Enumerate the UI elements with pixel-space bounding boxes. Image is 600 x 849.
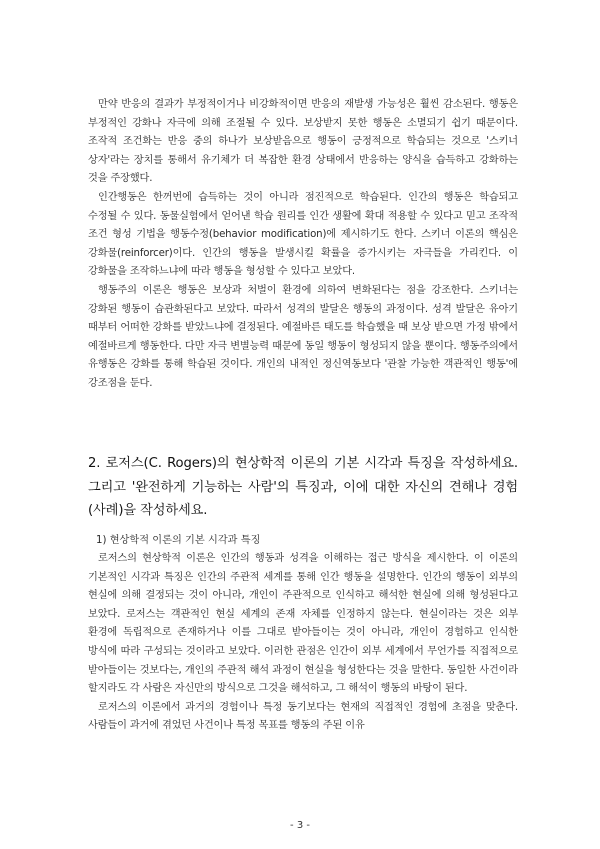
section-2-body <box>88 550 518 736</box>
paragraph: 만약 반응의 결과가 부정적이거나 비강화적이면 반응의 재발생 가능성은 훨씬 감소된다. 행동은 부정적인 강화나 자극에 의해 조절될 수 있다. 보상받지 못한 행동은 소멸되기 쉽기 때문이다. 조작적 조건화는 반응 중의 하나가 보상받음으로 행동이 긍정적으로 학습되는 것으로 '스키너 상자'라는 장치를 통해서 유기체가 더 복잡한 환경 상태에서 반응하는 양식을 습득하고 강화하는 것을 주장했다. <box>88 99 518 185</box>
paragraph: 로저스의 이론에서 과거의 경험이나 특정 동기보다는 현재의 직접적인 경험에 초점을 맞춘다. 사람들이 과거에 겪었던 사건이나 특정 목표를 행동의 주된 이유 <box>88 701 518 732</box>
paragraph: 행동주의 이론은 행동은 보상과 처벌이 환경에 의하여 변화된다는 점을 강조한다. 스키너는 강화된 행동이 습관화된다고 보았다. 따라서 성격의 발달은 행동의 과정이다. 성격 발달은 유아기 때부터 어떠한 강화를 받았느냐에 결정된다. 예절바른 태도를 학습했을 때 보상 받으면 가정 밖에서 예절바르게 행동한다. 다만 자극 변별능력 때문에 동일 행동이 형성되지 않을 뿐이다. 행동주의에서 유행동은 강화를 통해 학습된 것이다. 개인의 내적인 정신역동보다 '관찰 가능한 객관적인 행동'에 강조점을 둔다. <box>88 284 518 389</box>
section-2-heading: 2. 로저스(C. Rogers)의 현상학적 이론의 기본 시각과 특징을 작성하세요. 그리고 '완전하게 기능하는 사람'의 특징과, 이에 대한 자신의 견해나 경험(사례)을 작성하세요. <box>88 456 518 518</box>
paragraph: 인간행동은 한꺼번에 습득하는 것이 아니라 점진적으로 학습된다. 인간의 행동은 학습되고 수정될 수 있다. 동물실험에서 얻어낸 학습 원리를 인간 생활에 확대 적용할 수 있다고 믿고 조작적 조건 형성 기법을 행동수정(behavior modification)에 제시하기도 한다. 스키너 이론의 핵심은 강화물(reinforcer)이다. 인간의 행동을 발생시킬 확률을 증가시키는 자극들을 가리킨다. 이 강화물을 조작하느냐에 따라 행동을 형성할 수 있다고 보았다. <box>88 191 518 278</box>
section-1-body <box>88 96 518 394</box>
section-2-subheading: 1) 현상학적 이론의 기본 시각과 특징 <box>96 535 261 546</box>
page-number: - 3 - <box>290 820 310 831</box>
paragraph: 로저스의 현상학적 이론은 인간의 행동과 성격을 이해하는 접근 방식을 제시한다. 이 이론의 기본적인 시각과 특징은 인간의 주관적 세계를 통해 인간 행동을 설명한다. 인간의 행동이 외부의 현실에 의해 결정되는 것이 아니라, 개인이 주관적으로 인식하고 해석한 현실에 의해 형성된다고 보았다. 로저스는 객관적인 현실 세계의 존재 자체를 인정하지 않는다. 현실이라는 것은 외부 환경에 독립적으로 존재하거나 이를 그대로 받아들이는 것이 아니라, 개인이 경험하고 인식한 방식에 따라 구성되는 것이라고 보았다. 이러한 관점은 인간이 외부 세계에서 무언가를 직접적으로 받아들이는 것보다는, 개인의 주관적 해석 과정이 현실을 형성한다는 것을 말한다. 동일한 사건이라 할지라도 각 사람은 자신만의 방식으로 그것을 해석하고, 그 해석이 행동의 바탕이 된다. <box>88 553 518 695</box>
